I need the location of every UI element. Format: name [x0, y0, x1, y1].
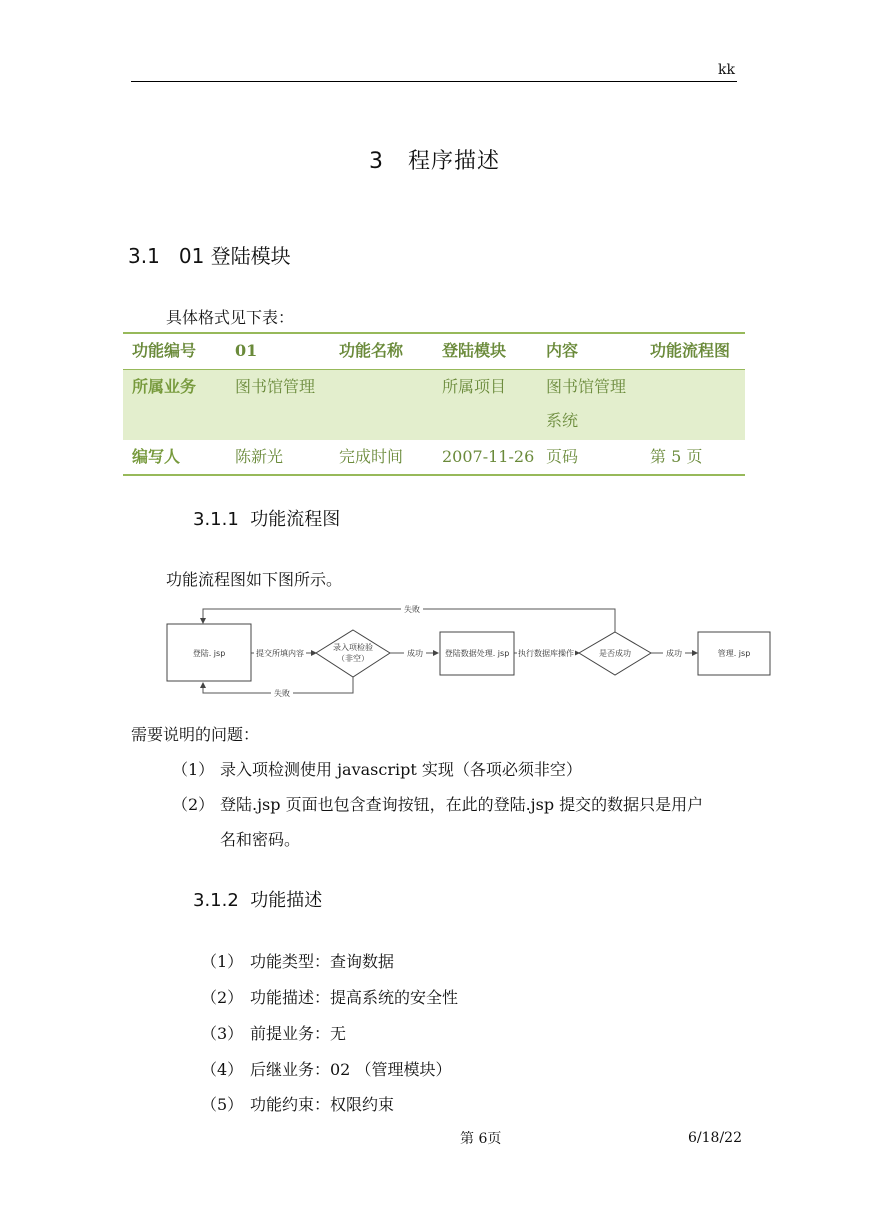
decision-node-label: 是否成功 [599, 649, 631, 658]
table-cell: 完成时间 [330, 440, 433, 475]
table-cell: 功能编号 [123, 333, 226, 370]
table-cell: 登陆模块 [433, 333, 537, 370]
note-text-continued: 名和密码。 [220, 830, 301, 849]
desc-text: 前提业务：无 [250, 1024, 347, 1043]
header-text: kk [718, 62, 735, 78]
flowchart-caption: 功能流程图如下图所示。 [166, 570, 343, 589]
note-number: （2） [172, 795, 215, 814]
success2-edge-label: 成功 [666, 649, 682, 658]
footer-date: 6/18/22 [688, 1130, 742, 1146]
fail-bottom-edge-label: 失败 [274, 689, 290, 698]
success1-edge-label: 成功 [407, 649, 423, 658]
note-text: 录入项检测使用 javascript 实现（各项必须非空） [220, 760, 582, 779]
notes-title: 需要说明的问题： [131, 725, 260, 744]
note-number: （1） [172, 760, 215, 779]
section-title: 3.1 01 登陆模块 [128, 244, 291, 268]
table-cell: 内容 [537, 333, 641, 370]
login-flowchart [165, 601, 775, 701]
subsection2-title: 3.1.2 功能描述 [193, 890, 323, 911]
check-node-label-1: 录入项检验 [333, 643, 373, 652]
table-row [123, 370, 745, 441]
table-cell: 图书馆管理系统 [537, 370, 641, 441]
table-cell [330, 370, 433, 441]
desc-number: （2） [201, 988, 244, 1007]
exec-db-edge-label: 执行数据库操作 [518, 649, 574, 658]
intro-text: 具体格式见下表： [166, 308, 295, 327]
table-cell: 第 5 页 [641, 440, 745, 475]
table-cell: 页码 [537, 440, 641, 475]
header-rule [131, 81, 737, 82]
note-text: 登陆.jsp 页面也包含查询按钮，在此的登陆.jsp 提交的数据只是用户 [220, 795, 704, 814]
desc-text: 功能约束：权限约束 [250, 1095, 395, 1114]
fail-top-edge-label: 失败 [404, 605, 420, 614]
footer-page-number: 第 6页 [460, 1131, 502, 1147]
submit-edge-label: 提交所填内容 [256, 649, 304, 658]
login-node-label: 登陆. jsp [192, 649, 226, 658]
process-node-label: 登陆数据处理. jsp [444, 649, 510, 658]
table-row [123, 440, 745, 475]
table-cell: 图书馆管理 [226, 370, 330, 441]
manage-node-label: 管理. jsp [717, 649, 751, 658]
table-cell: 01 [226, 333, 330, 370]
check-node-label-2: （非空） [337, 654, 369, 663]
table-cell: 编写人 [123, 440, 226, 475]
table-cell: 功能流程图 [641, 333, 745, 370]
desc-text: 功能类型：查询数据 [250, 952, 395, 971]
table-cell: 所属业务 [123, 370, 226, 441]
table-row [123, 333, 745, 370]
desc-text: 功能描述：提高系统的安全性 [250, 988, 459, 1007]
subsection1-title: 3.1.1 功能流程图 [193, 509, 341, 530]
desc-number: （4） [201, 1060, 244, 1079]
desc-number: （5） [201, 1095, 244, 1114]
chapter-title: 3 程序描述 [369, 149, 500, 174]
table-cell [641, 370, 745, 441]
module-info-table [123, 332, 745, 476]
table-cell: 所属项目 [433, 370, 537, 441]
desc-number: （1） [201, 952, 244, 971]
table-cell: 功能名称 [330, 333, 433, 370]
table-cell: 陈新光 [226, 440, 330, 475]
desc-number: （3） [201, 1024, 244, 1043]
desc-text: 后继业务：02 （管理模块） [250, 1060, 452, 1079]
table-cell: 2007-11-26 [433, 440, 537, 475]
